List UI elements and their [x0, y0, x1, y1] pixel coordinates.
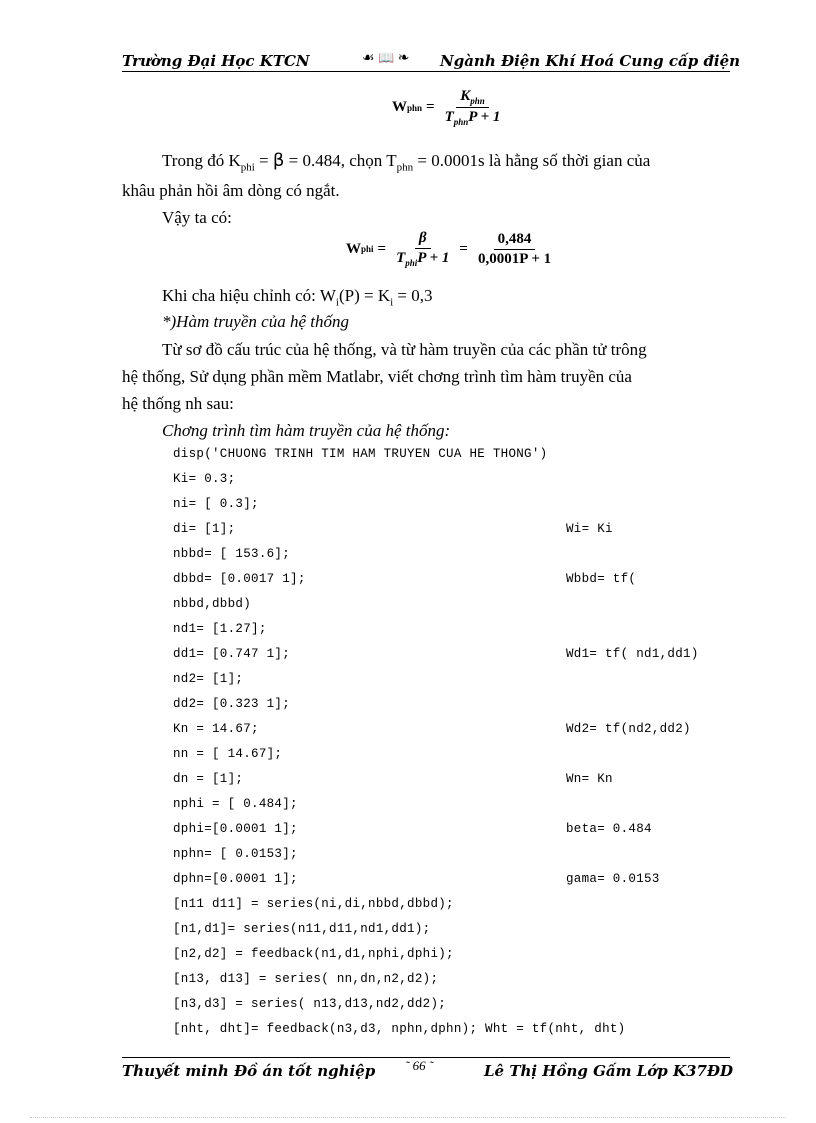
code-line-comment: beta= 0.484	[566, 822, 652, 836]
code-line: [n13, d13] = series( nn,dn,n2,d2);	[173, 972, 439, 986]
header-rule	[122, 71, 730, 72]
code-line-comment: Wd1= tf( nd1,dd1)	[566, 647, 699, 661]
book-icon: 📖	[378, 50, 395, 65]
footer-right: Lê Thị Hồng Gấm Lớp K37ĐD	[484, 1062, 734, 1080]
code-line-comment: Wn= Kn	[566, 772, 613, 786]
text-khi-chua-hieu-chinh: Khi cha hiệu chỉnh có: $W_i(P) = K_i = 0,3$	[162, 286, 433, 309]
code-line: nn = [ 14.67];	[173, 747, 283, 761]
code-line: dbbd= [0.0017 1];	[173, 572, 306, 586]
code-line: [n3,d3] = series( n13,d13,nd2,dd2);	[173, 997, 447, 1011]
paragraph-line-3: hệ thống nh sau:	[122, 394, 234, 413]
code-line: dn = [1];	[173, 772, 244, 786]
code-line: Ki= 0.3;	[173, 472, 236, 486]
tilde-left-icon: ˜	[405, 1058, 413, 1073]
paragraph-kphi-line2: khâu phản hồi âm dòng có ngắt.	[122, 181, 340, 200]
code-line: Kn = 14.67;	[173, 722, 259, 736]
code-line: ni= [ 0.3];	[173, 497, 259, 511]
code-line: disp('CHUONG TRINH TIM HAM TRUYEN CUA HE THONG')	[173, 447, 548, 461]
code-line: nbbd,dbbd)	[173, 597, 252, 611]
code-line: dd1= [0.747 1];	[173, 647, 291, 661]
code-line: dphi=[0.0001 1];	[173, 822, 298, 836]
code-line: di= [1];	[173, 522, 236, 536]
code-line: nbbd= [ 153.6];	[173, 547, 291, 561]
code-line: dphn=[0.0001 1];	[173, 872, 298, 886]
code-line-comment: gama= 0.0153	[566, 872, 660, 886]
fleuron-left-icon: ☙	[362, 51, 375, 66]
code-line-comment: Wi= Ki	[566, 522, 613, 536]
equation-wphn: W phn = $\frac{K_{phn}}{T_{phn}P + 1}$	[392, 88, 501, 127]
code-line-comment: Wd2= tf(nd2,dd2)	[566, 722, 691, 736]
text-vay-ta-co: Vậy ta có:	[162, 208, 232, 227]
footer-left: Thuyết minh Đồ án tốt nghiệp	[122, 1062, 376, 1080]
paragraph-kphi: Trong đó $K_{phi} = \beta = 0.484$, chọn $T_{phn} = 0.0001s$ là hằng số thời gian của	[162, 150, 651, 174]
code-line: [n2,d2] = feedback(n1,d1,nphi,dphi);	[173, 947, 454, 961]
code-line: dd2= [0.323 1];	[173, 697, 291, 711]
tilde-right-icon: ˜	[425, 1058, 434, 1073]
paragraph-line-1: Từ sơ đồ cấu trúc của hệ thống, và từ hàm truyền của các phần tử trông	[162, 340, 647, 359]
code-line: [n1,d1]= series(n11,d11,nd1,dd1);	[173, 922, 431, 936]
page-number: ˜ 66 ˜	[405, 1058, 434, 1073]
header-right: Ngành Điện Khí Hoá Cung cấp điện	[440, 52, 741, 70]
code-line-comment: Wbbd= tf(	[566, 572, 637, 586]
code-line: [nht, dht]= feedback(n3,d3, nphn,dphn); Wht = tf(nht, dht)	[173, 1022, 626, 1036]
code-line: nd1= [1.27];	[173, 622, 267, 636]
code-line: nphi = [ 0.484];	[173, 797, 298, 811]
header-ornament	[362, 50, 409, 67]
equation-wphi: W phi = $\frac{\beta}{T_{phi}P + 1}$ = $\frac{0,484}{0,0001P + 1}$	[346, 230, 552, 268]
code-line: nphn= [ 0.0153];	[173, 847, 298, 861]
fleuron-right-icon: ❧	[397, 51, 410, 66]
section-heading-ham-truyen: *)Hàm truyền của hệ thống	[162, 312, 349, 331]
code-heading: Chơng trình tìm hàm truyền của hệ thống:	[162, 421, 451, 440]
page-edge-divider	[30, 1117, 786, 1118]
code-line: [n11 d11] = series(ni,di,nbbd,dbbd);	[173, 897, 454, 911]
code-line: nd2= [1];	[173, 672, 244, 686]
header-left: Trường Đại Học KTCN	[122, 52, 310, 70]
paragraph-line-2: hệ thống, Sử dụng phần mềm Matlabr, viết chơng trình tìm hàm truyền của	[122, 367, 632, 386]
